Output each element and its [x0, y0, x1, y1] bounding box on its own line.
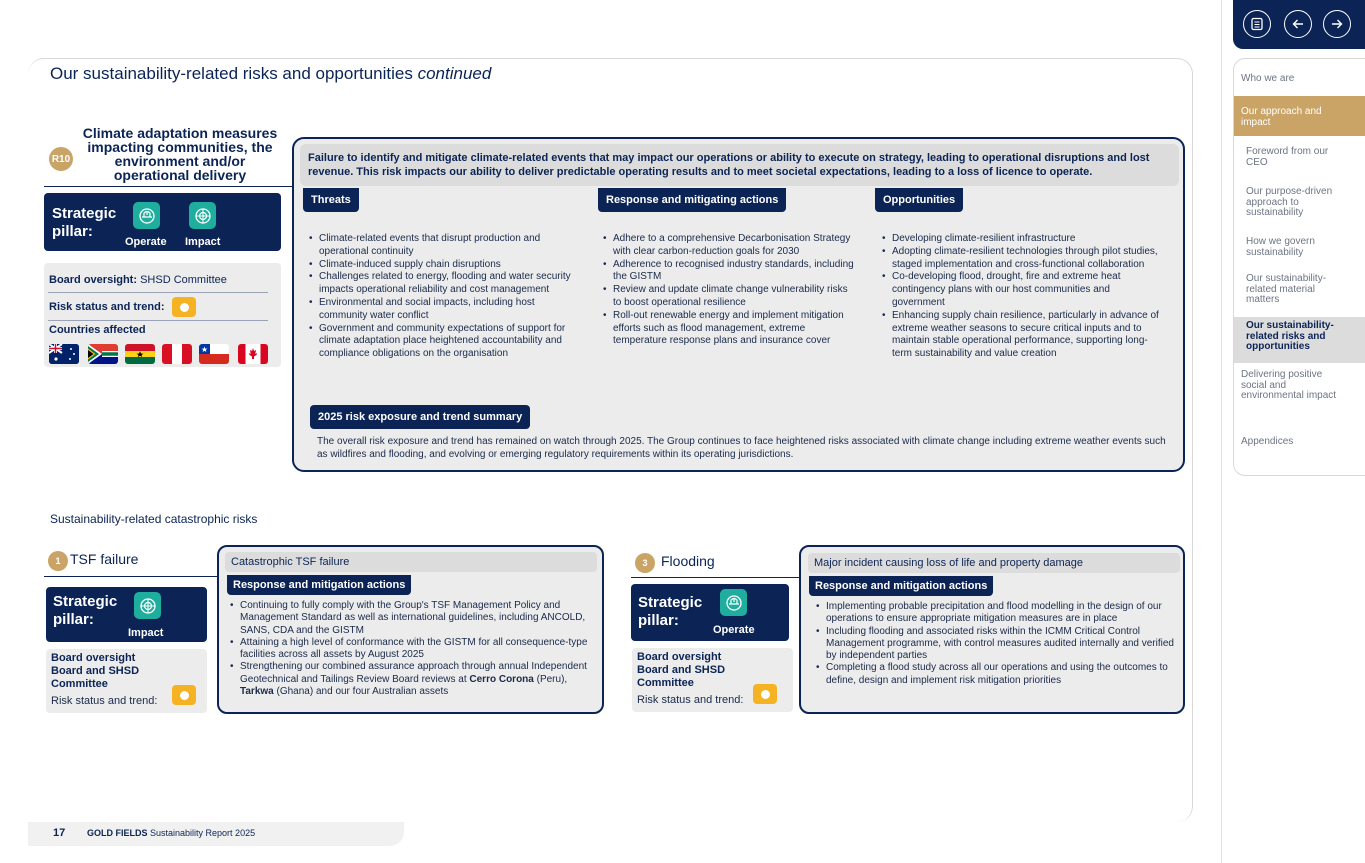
status-watch-icon: [172, 685, 196, 705]
impact-globe-icon: [189, 202, 216, 229]
list-item: • Co-developing flood, drought, fire and extreme heat contingency plans with our host communities and government: [880, 271, 1165, 309]
summary-text: The overall risk exposure and trend has remained on watch through 2025. The Group continues to face heightened risks associated with climate change including extreme weather events such as wildfires and flooding, and evolving or emerging regulatory requirements within its operating jurisdictions.: [317, 436, 1166, 460]
risk-title: Climate adaptation measures impacting communities, the environment and/or operational delivery: [82, 125, 278, 183]
pillar-name-operate: Operate: [125, 236, 167, 248]
sidebar-item-who-we-are[interactable]: Who we are: [1241, 73, 1295, 84]
list-item: • Including flooding and associated risks within the ICMM Critical Control Management programme, with control measures audited internally and verified by independent parties: [814, 626, 1179, 663]
list-item: • Developing climate-resilient infrastructure: [880, 233, 1165, 246]
footer-label: GOLD FIELDS Sustainability Report 2025: [87, 828, 256, 838]
list-item: • Climate-related events that disrupt production and operational continuity: [307, 233, 582, 259]
catastrophic-risk-title: TSF failure: [70, 551, 139, 567]
status-watch-icon: [753, 684, 777, 704]
operate-helmet-icon: [720, 589, 747, 616]
list-item: • Government and community expectations of support for climate adaptation place heightened accountability and compliance obligations on the organisation: [307, 323, 582, 361]
list-item: • Enhancing supply chain resilience, particularly in advance of extreme weather seasons to secure critical inputs and to maintain stable operational performance, supporting long-term sustainability and value creation: [880, 310, 1165, 361]
catastrophic-heading: Catastrophic TSF failure: [225, 552, 597, 572]
list-item: • Review and update climate change vulnerability risks to boost operational resilience: [601, 284, 856, 310]
list-item: • Completing a flood study across all our operations and using the outcomes to define, design and implement risk mitigation priorities: [814, 662, 1179, 687]
sidebar-item-govern[interactable]: How we govern sustainability: [1246, 236, 1315, 258]
opportunities-heading: Opportunities: [875, 188, 963, 212]
list-item: • Challenges related to energy, flooding and water security impacts operational reliability and cost management: [307, 271, 582, 297]
status-watch-icon: [172, 297, 196, 317]
response-heading: Response and mitigating actions: [598, 188, 786, 212]
pillar-name-impact: Impact: [185, 236, 221, 248]
list-item: • Attaining a high level of conformance with the GISTM for all consequence-type facilities across all assets by August 2025: [228, 637, 598, 662]
sidebar-item-our-approach[interactable]: Our approach and impact: [1241, 106, 1322, 128]
catastrophic-risk-title: Flooding: [661, 553, 715, 569]
list-item: • Continuing to fully comply with the Group's TSF Management Policy and Management Standard as well as international guidelines, including ANCOLD, SANS, CDA and the GISTM: [228, 600, 598, 637]
forward-arrow-icon[interactable]: [1323, 10, 1351, 38]
risk-status-label: Risk status and trend:: [637, 694, 744, 706]
countries-label: Countries affected: [49, 324, 146, 336]
back-arrow-icon[interactable]: [1284, 10, 1312, 38]
divider: [44, 576, 218, 577]
pillar-label: Strategic pillar:: [52, 205, 117, 240]
south-africa-flag-icon: [88, 344, 118, 364]
pillar-label: Strategic pillar:: [638, 594, 703, 629]
risk-number-badge: 3: [635, 553, 655, 573]
strategic-pillar-box: [631, 584, 789, 641]
list-item: • Adherence to recognised industry standards, including the GISTM: [601, 259, 856, 285]
board-oversight: Board oversight: SHSD Committee: [49, 274, 227, 286]
sidebar-item-material-matters[interactable]: Our sustainability-related material matters: [1246, 273, 1327, 305]
divider: [48, 320, 268, 321]
threats-heading: Threats: [303, 188, 359, 212]
board-info-box: Board oversight Board and SHSD Committee Risk status and trend:: [632, 648, 793, 712]
sidebar-item-delivering-impact[interactable]: Delivering positive social and environmental impact: [1241, 369, 1337, 401]
sidebar-item-purpose-driven[interactable]: Our purpose-driven approach to sustainability: [1246, 186, 1333, 218]
operate-helmet-icon: [133, 202, 160, 229]
contents-icon[interactable]: [1243, 10, 1271, 38]
list-item: • Environmental and social impacts, including host community water conflict: [307, 297, 582, 323]
threats-list: [307, 233, 582, 361]
list-item: • Strengthening our combined assurance approach through annual Independent Geotechnical and Tailings Review Board reviews at Cerro Corona (Peru), Tarkwa (Ghana) and our four Australian assets: [228, 661, 598, 698]
sidebar-item-appendices[interactable]: Appendices: [1241, 436, 1294, 447]
chile-flag-icon: [199, 344, 229, 364]
peru-flag-icon: [162, 344, 192, 364]
divider: [44, 186, 293, 187]
ghana-flag-icon: [125, 344, 155, 364]
risk-status-label: Risk status and trend:: [51, 695, 158, 707]
page-number: 17: [53, 827, 66, 839]
sidebar-divider: [1221, 0, 1222, 863]
opportunities-list: [880, 233, 1165, 361]
page-title: Our sustainability-related risks and opportunities continued: [50, 64, 492, 83]
list-item: • Climate-induced supply chain disruptions: [307, 259, 582, 272]
pillar-name-impact: Impact: [128, 627, 164, 639]
risk-number-badge: 1: [48, 551, 68, 571]
sidebar-item-risks-opportunities[interactable]: Our sustainability-related risks and opportunities: [1246, 320, 1334, 352]
strategic-pillar-box: [46, 587, 207, 642]
list-item: • Implementing probable precipitation and flood modelling in the design of our operations to ensure appropriate mitigation measures are in place: [814, 601, 1179, 626]
sidebar-item-foreword[interactable]: Foreword from our CEO: [1246, 146, 1329, 168]
catastrophic-heading: Major incident causing loss of life and property damage: [808, 553, 1180, 573]
catastrophic-title: Sustainability-related catastrophic risks: [50, 512, 258, 526]
risk-info-box: [44, 263, 281, 367]
australia-flag-icon: [49, 344, 79, 364]
tsf-actions-list: [228, 600, 598, 698]
risk-description: Failure to identify and mitigate climate-related events that may impact our operations or ability to execute on strategy, leading to operational disruptions and lost revenue. This risk impacts our ability to deliver predictable operating results and to meet societal expectations, leading to a loss of licence to operate.: [300, 144, 1179, 186]
divider: [631, 577, 801, 578]
nav-toolbar: [1233, 0, 1365, 49]
pillar-name-operate: Operate: [713, 624, 755, 636]
list-item: • Adhere to a comprehensive Decarbonisation Strategy with clear carbon-reduction goals for 2030: [601, 233, 856, 259]
list-item: • Roll-out renewable energy and implement mitigation efforts such as flood management, extreme temperature response plans and insurance cover: [601, 310, 856, 348]
pillar-label: Strategic pillar:: [53, 593, 118, 628]
list-item: • Adopting climate-resilient technologies through pilot studies, staged implementation and cross-functional collaboration: [880, 246, 1165, 272]
risk-id-badge: R10: [49, 147, 73, 171]
response-heading: Response and mitigation actions: [809, 576, 993, 596]
divider: [48, 292, 268, 293]
summary-heading: 2025 risk exposure and trend summary: [310, 405, 530, 429]
impact-globe-icon: [134, 592, 161, 619]
responses-list: [601, 233, 856, 348]
board-info-box: Board oversight Board and SHSD Committee Risk status and trend:: [46, 649, 207, 713]
canada-flag-icon: [238, 344, 268, 364]
risk-status-label: Risk status and trend:: [49, 301, 165, 313]
strategic-pillar-box: [44, 193, 281, 251]
flooding-actions-list: [814, 601, 1179, 687]
response-heading: Response and mitigation actions: [227, 575, 411, 595]
